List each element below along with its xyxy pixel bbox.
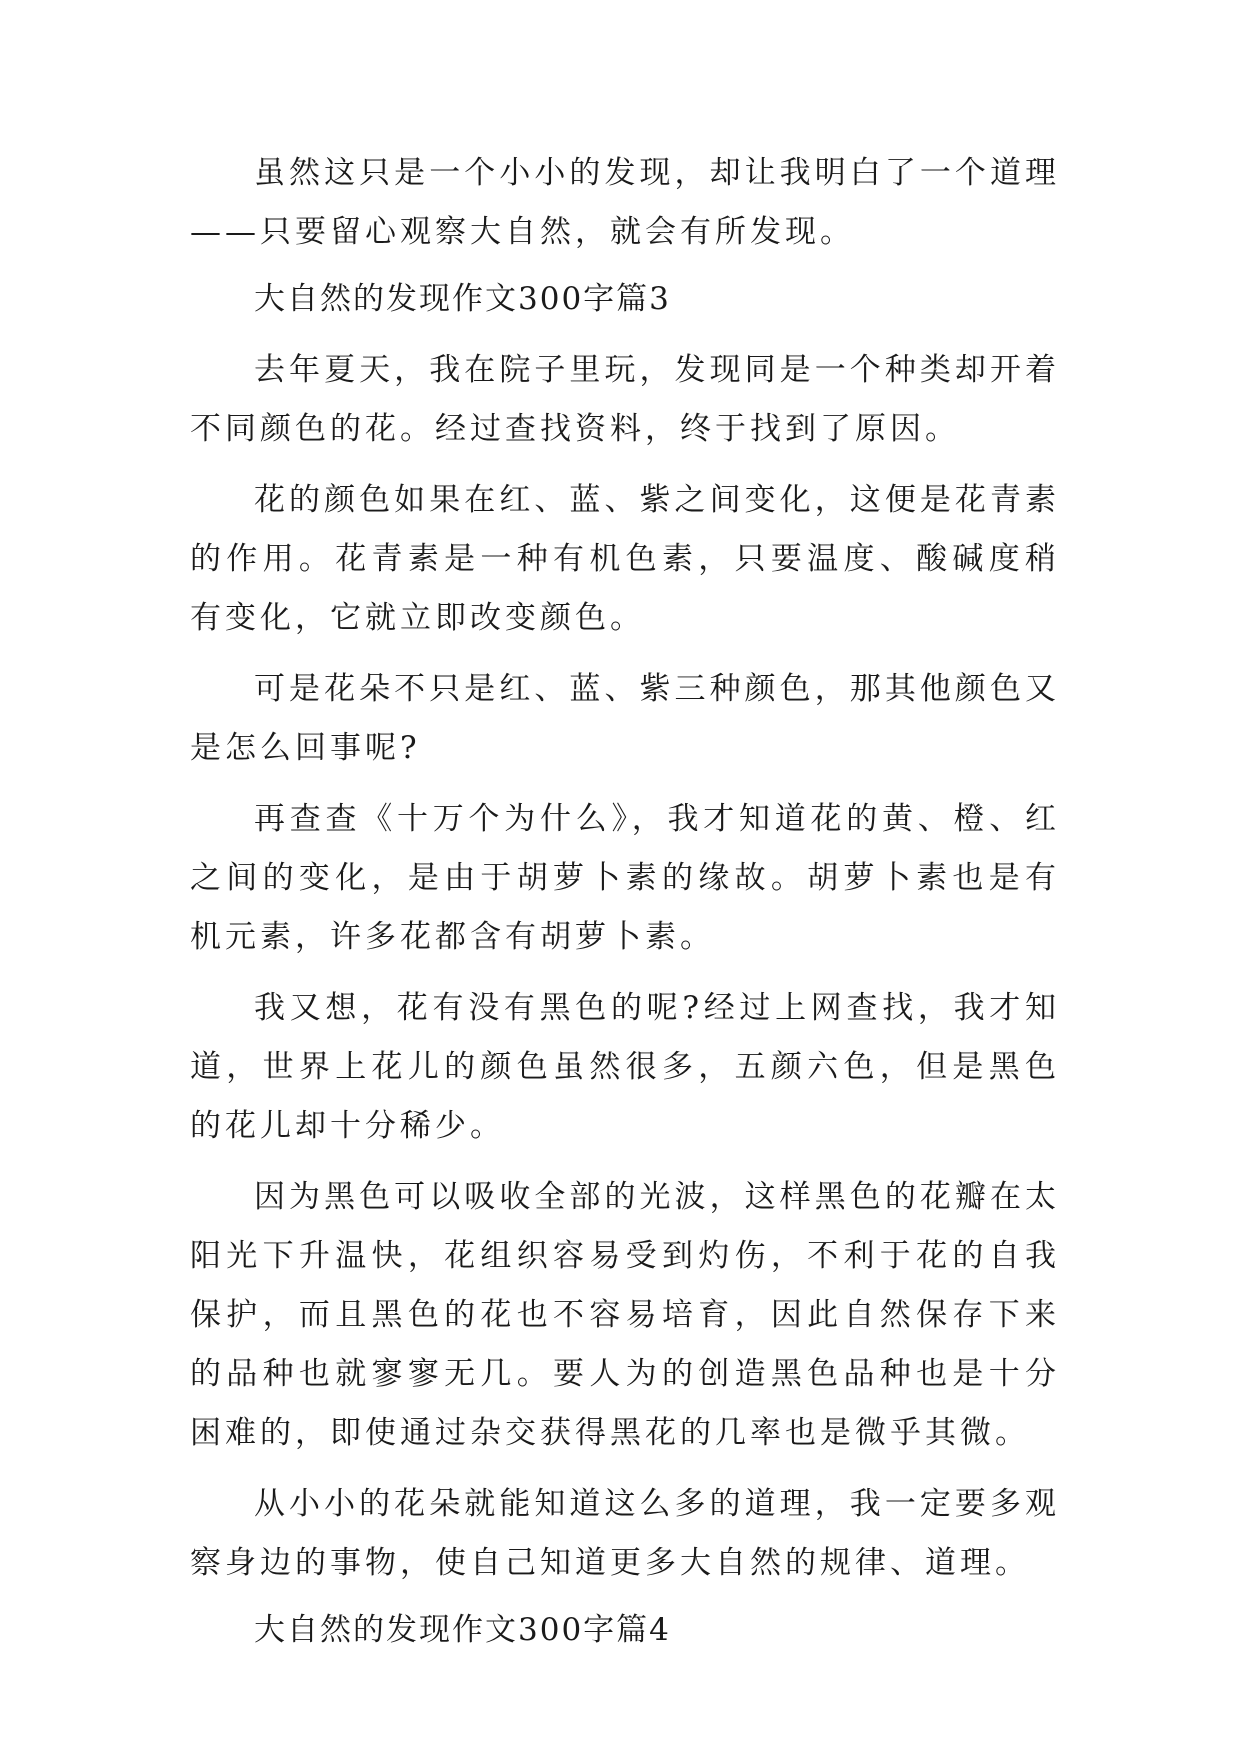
- section-heading-3: 大自然的发现作文300字篇3: [254, 281, 671, 317]
- section-heading-4: 大自然的发现作文300字篇4: [254, 1612, 671, 1648]
- paragraph-question: 可是花朵不只是红、蓝、紫三种颜色，那其他颜色又是怎么回事呢?: [190, 671, 1060, 766]
- document-page: [190, 144, 1060, 1668]
- paragraph-carotene: 再查查《十万个为什么》，我才知道花的黄、橙、红之间的变化，是由于胡萝卜素的缘故。胡萝卜素也是有机元素，许多花都含有胡萝卜素。: [190, 801, 1060, 955]
- paragraph-black-reason: 因为黑色可以吸收全部的光波，这样黑色的花瓣在太阳光下升温快，花组织容易受到灼伤，不利于花的自我保护，而且黑色的花也不容易培育，因此自然保存下来的品种也就寥寥无几。要人为的创造黑色品种也是十分困难的，即使通过杂交获得黑花的几率也是微乎其微。: [190, 1179, 1060, 1451]
- paragraph-conclusion-3: 从小小的花朵就能知道这么多的道理，我一定要多观察身边的事物，使自己知道更多大自然的规律、道理。: [190, 1486, 1060, 1581]
- paragraph-anthocyanin: 花的颜色如果在红、蓝、紫之间变化，这便是花青素的作用。花青素是一种有机色素，只要温度、酸碱度稍有变化，它就立即改变颜色。: [190, 482, 1060, 636]
- paragraph-intro: 去年夏天，我在院子里玩，发现同是一个种类却开着不同颜色的花。经过查找资料，终于找到了原因。: [190, 352, 1060, 447]
- paragraph-conclusion-2: 虽然这只是一个小小的发现，却让我明白了一个道理——只要留心观察大自然，就会有所发现。: [190, 155, 1060, 250]
- paragraph-black-flowers: 我又想，花有没有黑色的呢?经过上网查找，我才知道，世界上花儿的颜色虽然很多，五颜六色，但是黑色的花儿却十分稀少。: [190, 990, 1060, 1144]
